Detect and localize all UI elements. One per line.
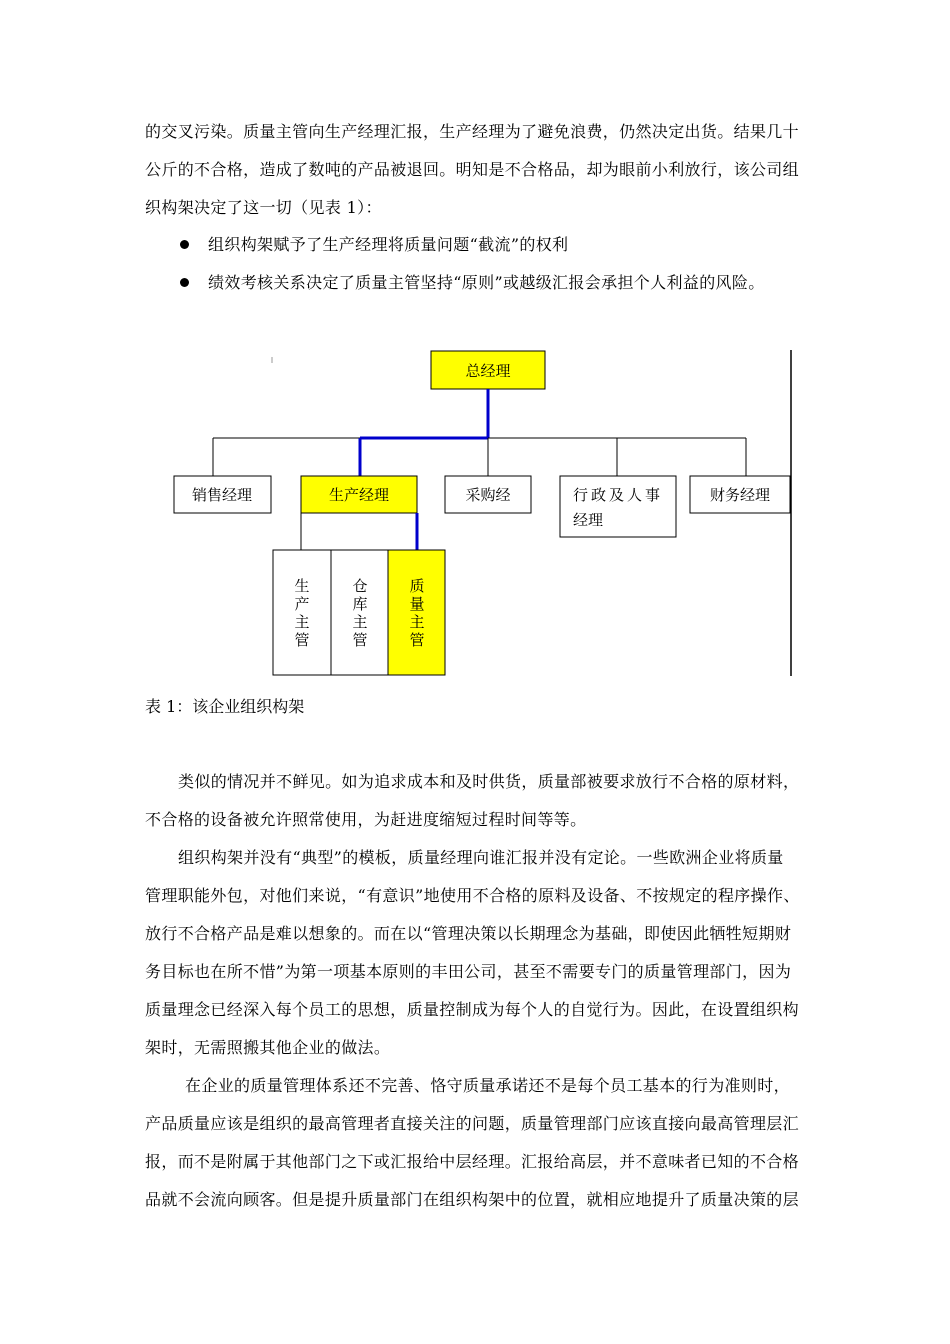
finance-manager-label: 财务经理 <box>709 486 771 504</box>
sales-manager-label: 销售经理 <box>191 486 253 504</box>
ceo-label: 总经理 <box>465 362 511 380</box>
production-manager-label: 生产经理 <box>328 486 390 504</box>
text-line: 务目标也在所不惜”为第一项基本原则的丰田公司，甚至不需要专门的质量管理部门，因为 <box>145 962 792 981</box>
quality-supervisor-label <box>409 577 424 649</box>
text-line: 放行不合格产品是难以想象的。而在以“管理决策以长期理念为基础，即使因此牺牲短期财 <box>145 924 792 943</box>
text-line: 的交叉污染。质量主管向生产经理汇报，生产经理为了避免浪费，仍然决定出货。结果几十 <box>145 122 800 141</box>
text-line: 在企业的质量管理体系还不完善、恪守质量承诺还不是每个员工基本的行为准则时， <box>185 1076 790 1095</box>
text-line: 类似的情况并不鲜见。如为追求成本和及时供货，质量部被要求放行不合格的原材料， <box>178 772 800 791</box>
text-line: 不合格的设备被允许照常使用，为赶进度缩短过程时间等等。 <box>145 810 587 829</box>
text-line: 产品质量应该是组织的最高管理者直接关注的问题，质量管理部门应该直接向最高管理层汇 <box>145 1114 800 1133</box>
text-line: 公斤的不合格，造成了数吨的产品被退回。明知是不合格品，却为眼前小利放行，该公司组 <box>145 160 800 179</box>
production-supervisor-label <box>294 577 309 649</box>
purchasing-manager-label: 采购经 <box>465 486 511 504</box>
subordinate-label: 仓库主管 <box>352 577 368 649</box>
admin-hr-manager-label: 行政及人事 <box>573 486 664 504</box>
text-line: 品就不会流向顾客。但是提升质量部门在组织构架中的位置，就相应地提升了质量决策的层 <box>145 1190 800 1209</box>
bullet-item: 组织构架赋予了生产经理将质量问题“截流”的权利 <box>208 235 569 254</box>
text-line: 质量理念已经深入每个员工的思想，质量控制成为每个人的自觉行为。因此，在设置组织构 <box>145 1000 800 1019</box>
admin-hr-manager-label-2: 经理 <box>573 511 604 529</box>
text-line: 组织构架并没有“典型”的模板，质量经理向谁汇报并没有定论。一些欧洲企业将质量 <box>178 848 784 867</box>
warehouse-supervisor-label <box>352 577 367 649</box>
bullet-item: 绩效考核关系决定了质量主管坚持“原则”或越级汇报会承担个人利益的风险。 <box>208 273 765 292</box>
text-line: 架时，无需照搬其他企业的做法。 <box>145 1038 391 1057</box>
subordinate-label: 质量主管 <box>409 577 425 649</box>
subordinate-label: 生产主管 <box>294 577 310 649</box>
text-line: 管理职能外包，对他们来说，“有意识”地使用不合格的原料及设备、不按规定的程序操作、 <box>145 886 800 905</box>
text-line: 织构架决定了这一切（见表 1）： <box>145 198 382 217</box>
text-line: 报，而不是附属于其他部门之下或汇报给中层经理。汇报给高层，并不意味者已知的不合格 <box>145 1152 800 1171</box>
figure-caption: 表 1：该企业组织构架 <box>145 697 305 716</box>
